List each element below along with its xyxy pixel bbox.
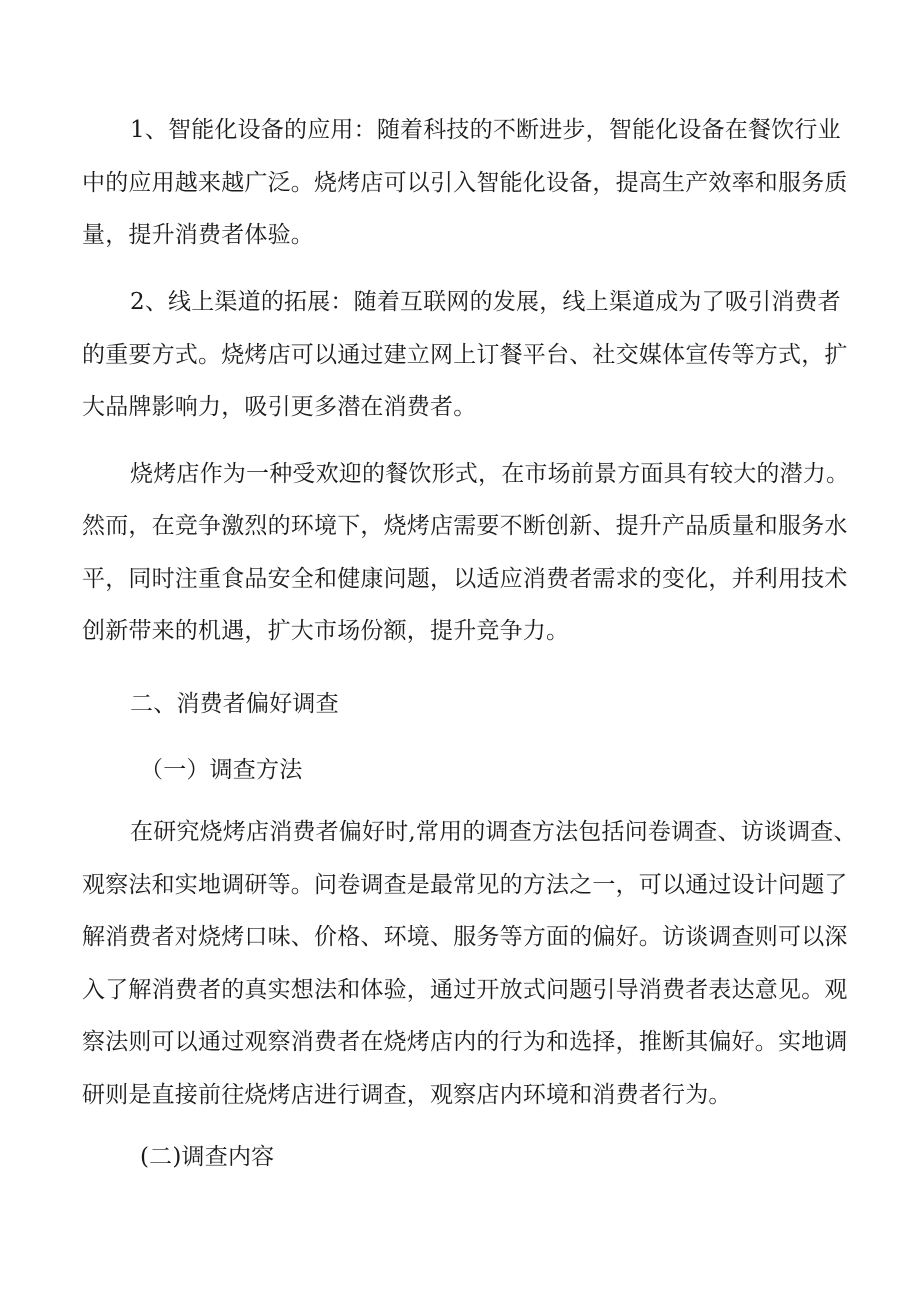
subheading-survey-methods: （一）调查方法 [140,757,303,783]
text-line: 的重要方式。烧烤店可以通过建立网上订餐平台、社交媒体宣传等方式，扩 [82,342,848,368]
text-line: 平，同时注重食品安全和健康问题，以适应消费者需求的变化，并利用技术 [82,566,848,592]
section-heading: 二、消费者偏好调查 [130,691,339,717]
text-line: 察法则可以通过观察消费者在烧烤店内的行为和选择，推断其偏好。实地调 [82,1029,848,1055]
text-line: 观察法和实地调研等。问卷调查是最常见的方法之一，可以通过设计问题了 [82,872,848,898]
text-line: 1、智能化设备的应用：随着科技的不断进步，智能化设备在餐饮行业 [130,117,841,143]
text-line: 量，提升消费者体验。 [82,222,314,248]
text-line: 在研究烧烤店消费者偏好时,常用的调查方法包括问卷调查、访谈调查、 [130,819,857,845]
text-line: 大品牌影响力，吸引更多潜在消费者。 [82,394,477,420]
text-line: 中的应用越来越广泛。烧烤店可以引入智能化设备，提高生产效率和服务质 [82,170,848,196]
text-line: 然而，在竞争激烈的环境下，烧烤店需要不断创新、提升产品质量和服务水 [82,513,848,539]
text-line: 研则是直接前往烧烤店进行调查，观察店内环境和消费者行为。 [82,1082,732,1108]
text-line: 烧烤店作为一种受欢迎的餐饮形式，在市场前景方面具有较大的潜力。 [130,461,850,487]
text-line: 入了解消费者的真实想法和体验，通过开放式问题引导消费者表达意见。观 [82,977,848,1003]
text-line: 2、线上渠道的拓展：随着互联网的发展，线上渠道成为了吸引消费者 [130,289,841,315]
text-line: 解消费者对烧烤口味、价格、环境、服务等方面的偏好。访谈调查则可以深 [82,924,848,950]
text-line: 创新带来的机遇，扩大市场份额，提升竞争力。 [82,618,570,644]
subheading-survey-content: (二)调查内容 [140,1144,275,1170]
